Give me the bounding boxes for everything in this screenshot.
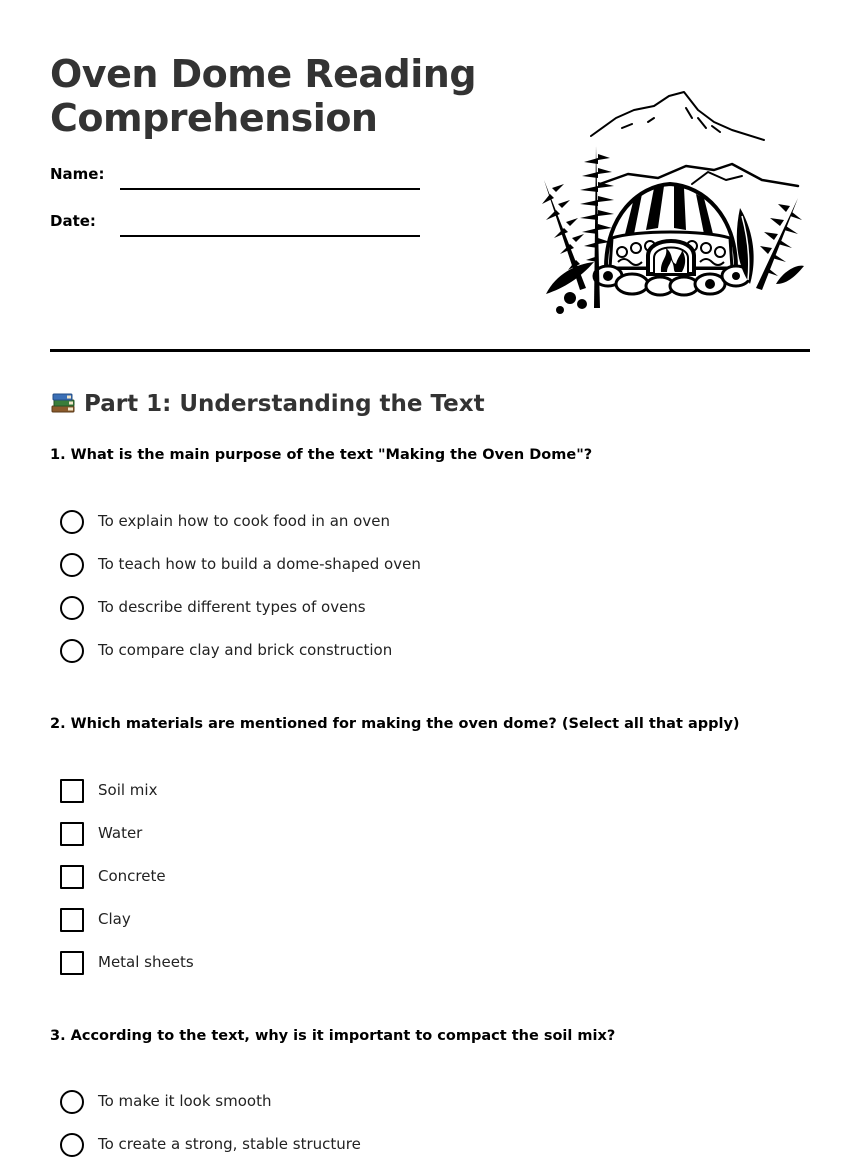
option-label: Clay: [98, 910, 131, 928]
radio-button[interactable]: [60, 639, 84, 663]
q2-option-4[interactable]: [60, 907, 660, 933]
question-2: 2. Which materials are mentioned for making the oven dome? (Select all that apply): [50, 716, 740, 732]
name-field: [50, 165, 430, 195]
checkbox[interactable]: [60, 779, 84, 803]
date-field: [50, 212, 430, 242]
q2-option-3[interactable]: [60, 864, 660, 890]
q1-option-1[interactable]: [60, 509, 660, 535]
radio-button[interactable]: [60, 596, 84, 620]
option-label: To explain how to cook food in an oven: [98, 512, 390, 530]
option-label: To describe different types of ovens: [98, 598, 366, 616]
option-label: To teach how to build a dome-shaped oven: [98, 555, 421, 573]
q2-option-1[interactable]: [60, 778, 660, 804]
q2-option-5[interactable]: [60, 950, 660, 976]
option-label: To make it look smooth: [98, 1092, 272, 1110]
date-label: Date:: [50, 212, 96, 230]
books-icon: [50, 389, 76, 415]
checkbox[interactable]: [60, 951, 84, 975]
header-divider: [50, 349, 810, 352]
q3-option-2[interactable]: [60, 1132, 660, 1158]
date-input-line[interactable]: [120, 235, 420, 237]
radio-button[interactable]: [60, 510, 84, 534]
radio-button[interactable]: [60, 1090, 84, 1114]
name-label: Name:: [50, 165, 105, 183]
question-1: 1. What is the main purpose of the text "Making the Oven Dome"?: [50, 447, 593, 463]
oven-dome-illustration: [536, 88, 804, 324]
option-label: To create a strong, stable structure: [98, 1135, 361, 1153]
radio-button[interactable]: [60, 1133, 84, 1157]
q1-option-3[interactable]: [60, 595, 660, 621]
section-title-text: Part 1: Understanding the Text: [84, 391, 485, 417]
option-label: To compare clay and brick construction: [98, 641, 393, 659]
question-3: 3. According to the text, why is it important to compact the soil mix?: [50, 1028, 616, 1044]
radio-button[interactable]: [60, 553, 84, 577]
option-label: Soil mix: [98, 781, 158, 799]
checkbox[interactable]: [60, 865, 84, 889]
option-label: Water: [98, 824, 143, 842]
name-input-line[interactable]: [120, 188, 420, 190]
q1-option-2[interactable]: [60, 552, 660, 578]
checkbox[interactable]: [60, 908, 84, 932]
q1-option-4[interactable]: [60, 638, 660, 664]
checkbox[interactable]: [60, 822, 84, 846]
page-title: Oven Dome Reading Comprehension: [50, 52, 477, 140]
section-title: [50, 388, 485, 420]
q2-option-2[interactable]: [60, 821, 660, 847]
option-label: Metal sheets: [98, 953, 194, 971]
option-label: Concrete: [98, 867, 166, 885]
q3-option-1[interactable]: [60, 1089, 660, 1115]
